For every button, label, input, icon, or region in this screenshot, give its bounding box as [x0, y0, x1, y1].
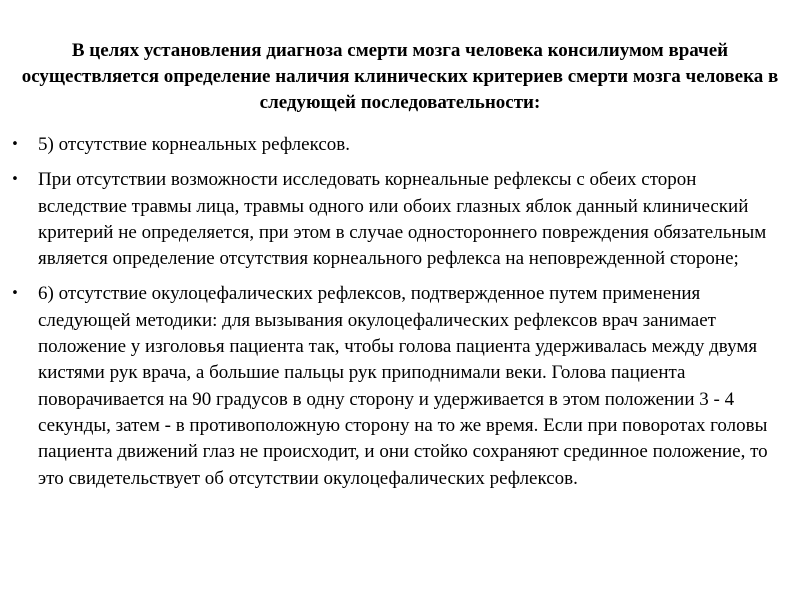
slide-title: В целях установления диагноза смерти мозга человека консилиумом врачей осуществляется определение наличия клинических критериев смерти мозга человека в следующей последовательности: — [21, 40, 779, 113]
bullet-icon: • — [11, 137, 19, 152]
bullet-text: 6) отсутствие окулоцефалических рефлексов, подтвержденное путем применения следующей методики: для вызывания окулоцефалических рефлексов врач занимает положение у изголовья пациента так, чтобы голова пациента удерживалась между двумя кистями рук врача, а большие пальцы рук приподнимали веки. Голова пациента поворачивается на 90 градусов в одну сторону и удерживается в этом положении 3 - 4 секунды, затем - в противоположную сторону на то же время. Если при поворотах головы пациента движений глаз не происходит, и они стойко сохраняют срединное положение, то это свидетельствует об отсутствии окулоцефалических рефлексов. — [38, 283, 768, 489]
bullet-item — [0, 281, 800, 491]
bullet-item — [0, 167, 800, 272]
bullet-icon: • — [11, 286, 19, 302]
bullet-text: При отсутствии возможности исследовать корнеальные рефлексы с обеих сторон вследствие травмы лица, травмы одного или обоих глазных яблок данный клинический критерий не определяется, при этом в случае одностороннего повреждения обязательным является определение отсутствия корнеального рефлекса на неповрежденной стороне; — [38, 169, 767, 270]
bullet-text: 5) отсутствие корнеальных рефлексов. — [38, 134, 350, 155]
bullet-list — [0, 132, 800, 501]
bullet-icon: • — [11, 172, 19, 188]
bullet-item — [0, 132, 800, 158]
